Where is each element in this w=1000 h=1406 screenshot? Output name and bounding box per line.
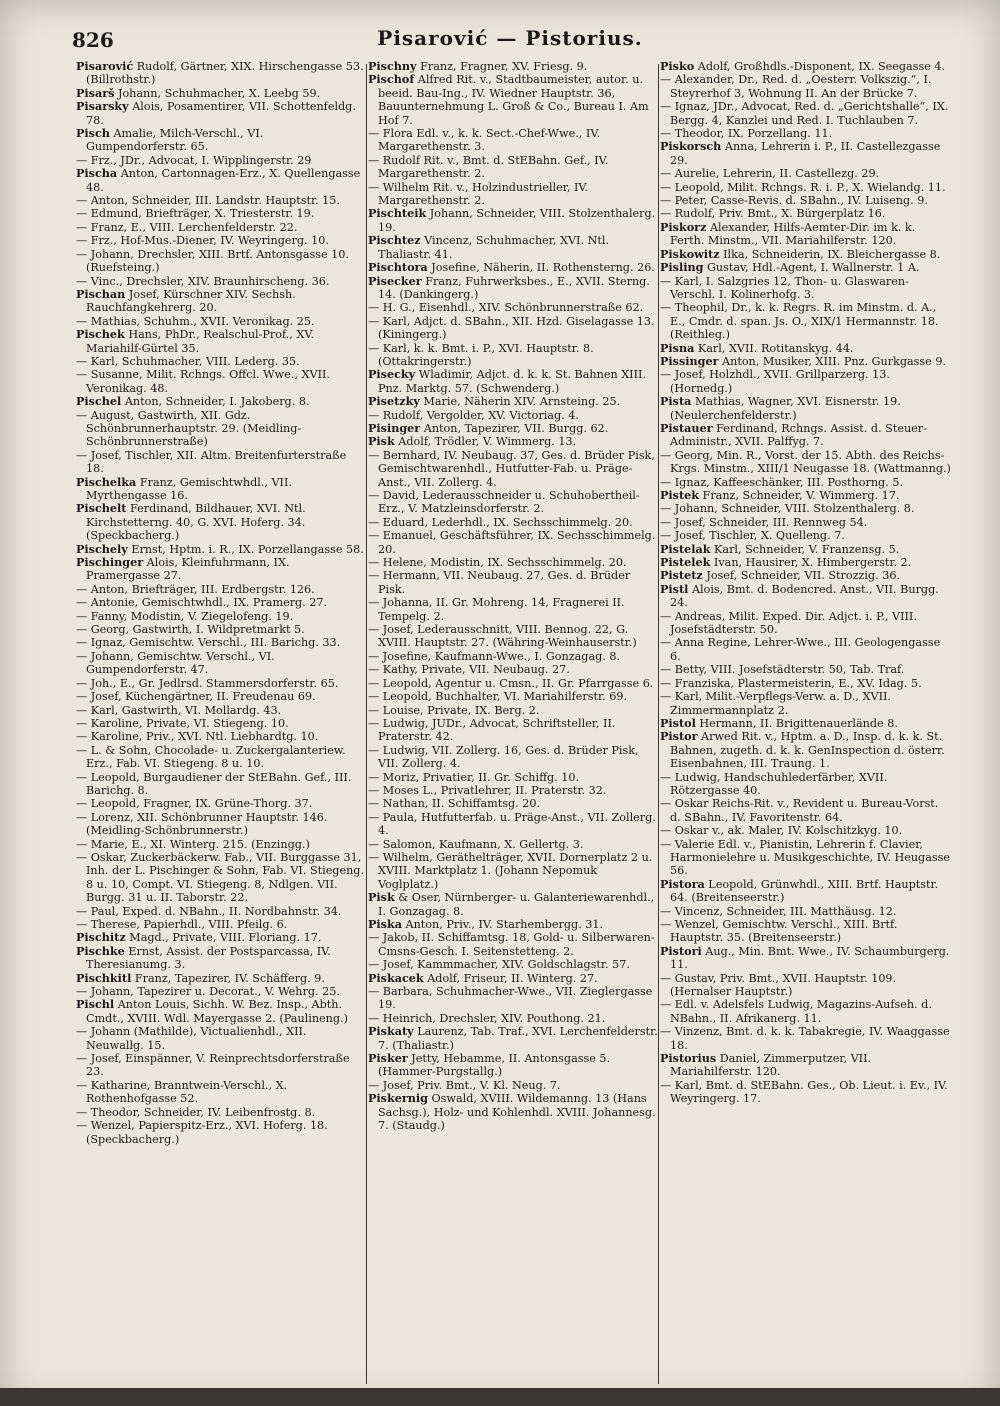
- directory-entry: — Josefine, Kaufmann-Wwe., I. Gonzagag. 8.: [368, 649, 621, 663]
- directory-entry: — Theophil, Dr., k. k. Regrs. R. im Minstm. d. A., E., Cmdr. d. span. Js. O., XIX/1 Hermannstr. 18. (Reithleg.): [660, 301, 939, 342]
- directory-entry: — Bernhard, IV. Neubaug. 37, Ges. d. Brüder Pisk, Gemischtwarenhdl., Hutfutter-Fab. u. Präge-Anst., VII. Zollerg. 4.: [368, 448, 655, 489]
- directory-entry: Pischke Ernst, Assist. der Postsparcassa, IV. Theresianumg. 3.: [76, 943, 331, 972]
- directory-entry: Pisecky Wladimir, Adjct. d. k. k. St. Bahnen XIII. Pnz. Marktg. 57. (Schwenderg.): [368, 367, 646, 395]
- directory-entry: — Barbara, Schuhmacher-Wwe., VII. Zieglergasse 19.: [368, 985, 653, 1012]
- directory-entry: — Helene, Modistin, IX. Sechsschimmelg. 20.: [368, 556, 627, 570]
- directory-entry: Pistora Leopold, Grünwhdl., XIII. Brtf. Hauptstr. 64. (Breitenseerstr.): [660, 876, 939, 905]
- directory-entry: — Franz, E., VIII. Lerchenfelderstr. 22.: [76, 220, 298, 234]
- column-divider: [658, 64, 659, 1384]
- directory-entry: — Leopold, Milit. Rchngs. R. i. P., X. Wielandg. 11.: [660, 180, 946, 194]
- directory-entry: — Fanny, Modistin, V. Ziegelofeng. 19.: [76, 609, 294, 623]
- directory-entry: — Karl, Adjct. d. SBahn., XII. Hzd. Giselagasse 13. (Kiningerg.): [368, 314, 655, 342]
- directory-entry: — Ludwig, JUDr., Advocat, Schriftsteller, II. Praterstr. 42.: [368, 716, 616, 744]
- directory-entry: — Johann, Drechsler, XIII. Brtf. Antonsgasse 10. (Ruefsteing.): [76, 247, 349, 275]
- column-2: [368, 60, 658, 1390]
- directory-entry: — Josef, Tischler, XII. Altm. Breitenfurterstraße 18.: [76, 448, 347, 476]
- directory-entry: Pisk & Oser, Nürnberger- u. Galanteriewarenhdl., I. Gonzagag. 8.: [368, 890, 655, 918]
- directory-entry: Pisecker Franz, Fuhrwerksbes., E., XVII. Sterng. 14. (Dankingerg.): [368, 273, 650, 301]
- directory-entry: — Leopold, Buchhalter, VI. Mariahilferstr. 69.: [368, 690, 628, 704]
- directory-entry: — Nathan, II. Schiffamtsg. 20.: [368, 797, 541, 811]
- directory-entry: Pischny Franz, Fragner, XV. Friesg. 9.: [368, 60, 588, 73]
- directory-entry: — Susanne, Milit. Rchngs. Offcl. Wwe., XVII. Veronikag. 48.: [76, 368, 330, 395]
- directory-entry: — Johanna, II. Gr. Mohreng. 14, Fragnerei II. Tempelg. 2.: [368, 596, 625, 623]
- directory-entry: — Moses L., Privatlehrer, II. Praterstr. 32.: [368, 783, 607, 797]
- directory-entry: — Leopold, Agentur u. Cmsn., II. Gr. Pfarrgasse 6.: [368, 676, 654, 690]
- directory-entry: — Betty, VIII. Josefstädterstr. 50, Tab. Traf.: [660, 663, 905, 677]
- directory-entry: — Eduard, Lederhdl., IX. Sechsschimmelg. 20.: [368, 515, 633, 529]
- column-1: [76, 60, 366, 1390]
- directory-entry: Pistauer Ferdinand, Rchngs. Assist. d. Steuer-Administr., XVII. Palffyg. 7.: [660, 420, 927, 449]
- directory-entry: — Moriz, Privatier, II. Gr. Schiffg. 10.: [368, 770, 580, 784]
- directory-entry: Pischa Anton, Cartonnagen-Erz., X. Quellengasse 48.: [76, 166, 361, 194]
- directory-entry: — Johann, Schneider, VIII. Stolzenthalerg. 8.: [660, 502, 915, 516]
- directory-entry: — Wilhelm Rit. v., Holzindustrieller, IV. Margarethenstr. 2.: [368, 180, 589, 208]
- directory-entry: — Anna Regine, Lehrer-Wwe., III. Geologengasse 6.: [660, 636, 941, 663]
- directory-entry: Pischteik Johann, Schneider, VIII. Stolzenthalerg. 19.: [368, 206, 656, 234]
- directory-entry: — Karoline, Private, VI. Stiegeng. 10.: [76, 716, 289, 730]
- directory-entry: Pistek Franz, Schneider, V. Wimmerg. 17.: [660, 488, 900, 502]
- directory-entry: Piskernig Oswald, XVIII. Wildemanng. 13 (Hans Sachsg.), Holz- und Kohlenhdl. XVIII. Johannesg. 7. (Staudg.): [368, 1091, 656, 1133]
- directory-entry: — Ludwig, VII. Zollerg. 16, Ges. d. Brüder Pisk, VII. Zollerg. 4.: [368, 743, 639, 771]
- directory-entry: Pistl Alois, Bmt. d. Bodencred. Anst., VII. Burgg. 24.: [660, 581, 939, 610]
- directory-entry: — Ignaz, Kaffeeschänker, III. Posthorng. 5.: [660, 475, 903, 489]
- directory-entry: — Johann (Mathilde), Victualienhdl., XII. Neuwallg. 15.: [76, 1025, 307, 1052]
- directory-entry: — Josef, Einspänner, V. Reinprechtsdorferstraße 23.: [76, 1052, 350, 1079]
- directory-entry: — Aurelie, Lehrerin, II. Castellezg. 29.: [660, 167, 880, 181]
- directory-entry: — Flora Edl. v., k. k. Sect.-Chef-Wwe., IV. Margarethenstr. 3.: [368, 127, 600, 154]
- directory-entry: Piskaty Laurenz, Tab. Traf., XVI. Lerchenfelderstr. 7. (Thaliastr.): [368, 1024, 658, 1052]
- directory-entry: Pischely Ernst, Hptm. i. R., IX. Porzellangasse 58.: [76, 541, 364, 556]
- directory-entry: — Peter, Casse-Revis. d. SBahn., IV. Luiseng. 9.: [660, 194, 928, 208]
- directory-entry: — Karl, Schuhmacher, VIII. Lederg. 35.: [76, 354, 300, 368]
- directory-entry: — Hermann, VII. Neubaug. 27, Ges. d. Brüder Pisk.: [368, 569, 631, 596]
- directory-entry: — Wenzel, Papierspitz-Erz., XVI. Hoferg. 18. (Speckbacherg.): [76, 1119, 328, 1146]
- directory-entry: — Karl, Milit.-Verpflegs-Verw. a. D., XVII. Zimmermannplatz 2.: [660, 690, 891, 717]
- directory-entry: — L. & Sohn, Chocolade- u. Zuckergalanteriew. Erz., Fab. VI. Stiegeng. 8 u. 10.: [76, 743, 346, 771]
- directory-entry: — Frz., Hof-Mus.-Diener, IV. Weyringerg. 10.: [76, 234, 329, 248]
- directory-entry: — Josef, Küchengärtner, II. Freudenau 69.: [76, 690, 316, 704]
- directory-entry: — Paula, Hutfutterfab. u. Präge-Anst., VII. Zollerg. 4.: [368, 810, 656, 838]
- directory-entry: Pistol Hermann, II. Brigittenauerlände 8.: [660, 715, 898, 730]
- page-number: 826: [72, 28, 114, 52]
- directory-entry: — Ludwig, Handschuhlederfärber, XVII. Rötzergasse 40.: [660, 770, 888, 797]
- directory-entry: — Theodor, IX. Porzellang. 11.: [660, 127, 833, 141]
- directory-entry: — H. G., Eisenhdl., XIV. Schönbrunnerstraße 62.: [368, 301, 644, 315]
- directory-entry: Pischtez Vincenz, Schuhmacher, XVI. Ntl. Thaliastr. 41.: [368, 233, 610, 261]
- directory-entry: Pistetz Josef, Schneider, VII. Strozzig. 36.: [660, 568, 901, 583]
- directory-entry: — Jakob, II. Schiffamtsg. 18, Gold- u. Silberwaren-Cmsns-Gesch. I. Seitenstetteng. 2.: [368, 931, 655, 958]
- directory-entry: Pisarović Rudolf, Gärtner, XIX. Hirschengasse 53. (Billrothstr.): [76, 60, 364, 87]
- directory-entry: Pisko Adolf, Großhdls.-Disponent, IX. Seegasse 4.: [660, 60, 946, 73]
- directory-entry: — Karl, k. k. Bmt. i. P., XVI. Hauptstr. 8. (Ottakringerstr.): [368, 341, 594, 368]
- directory-entry: Pischitz Magd., Private, VIII. Floriang. 17.: [76, 930, 322, 945]
- directory-entry: — Vinc., Drechsler, XIV. Braunhirscheng. 36.: [76, 274, 330, 288]
- directory-entry: — Vincenz, Schneider, III. Matthäusg. 12.: [660, 904, 897, 918]
- directory-entry: — Vinzenz, Bmt. d. k. k. Tabakregie, IV. Waaggasse 18.: [660, 1025, 950, 1052]
- directory-entry: — Anton, Briefträger, III. Erdbergstr. 126.: [76, 582, 315, 596]
- directory-entry: — Josef, Tischler, X. Quelleng. 7.: [660, 529, 845, 543]
- directory-entry: Pisetzky Marie, Näherin XIV. Arnsteing. 25.: [368, 394, 621, 409]
- directory-entry: Pischel Anton, Schneider, I. Jakoberg. 8.: [76, 394, 310, 409]
- directory-entry: — Valerie Edl. v., Pianistin, Lehrerin f. Clavier, Harmonielehre u. Musikgeschichte, IV. Heugasse 56.: [660, 837, 950, 878]
- directory-entry: — Alexander, Dr., Red. d. „Oesterr. Volkszig.“, I. Steyrerhof 3, Wohnung II. An der Brücke 7.: [660, 73, 932, 100]
- directory-entry: — Therese, Papierhdl., VIII. Pfeilg. 6.: [76, 918, 288, 931]
- directory-entry: Piskacek Adolf, Friseur, II. Winterg. 27.: [368, 970, 598, 985]
- directory-entry: Pisarsky Alois, Posamentirer, VII. Schottenfeldg. 78.: [76, 99, 356, 127]
- directory-entry: — Josef, Lederausschnitt, VIII. Bennog. 22, G. XVIII. Hauptstr. 27. (Währing-Weinhauserstr.): [368, 623, 637, 650]
- directory-entry: Pischek Hans, PhDr., Realschul-Prof., XV. Mariahilf-Gürtel 35.: [76, 327, 315, 355]
- directory-entry: Pischinger Alois, Kleinfuhrmann, IX. Pramergasse 27.: [76, 555, 290, 583]
- directory-entry: — Karoline, Priv., XVI. Ntl. Liebhardtg. 10.: [76, 730, 319, 744]
- directory-entry: Pista Mathias, Wagner, XVI. Eisnerstr. 19. (Neulerchenfelderstr.): [660, 394, 901, 422]
- directory-entry: — Andreas, Milit. Exped. Dir. Adjct. i. P., VIII. Josefstädterstr. 50.: [660, 609, 917, 637]
- directory-entry: — Rudolf, Priv. Bmt., X. Bürgerplatz 16.: [660, 207, 886, 221]
- directory-entry: — Edmund, Briefträger, X. Triesterstr. 19.: [76, 207, 315, 221]
- directory-entry: — Mathias, Schuhm., XVII. Veronikag. 25.: [76, 314, 315, 328]
- directory-entry: — Wenzel, Gemischtw. Verschl., XIII. Brtf. Hauptstr. 35. (Breitenseerstr.): [660, 918, 898, 945]
- directory-entry: — Gustav, Priv. Bmt., XVII. Hauptstr. 109. (Hernalser Hauptstr.): [660, 971, 897, 999]
- directory-entry: Pisch Amalie, Milch-Verschl., VI. Gumpendorferstr. 65.: [76, 126, 264, 154]
- directory-entry: — Salomon, Kaufmann, X. Gellertg. 3.: [368, 837, 584, 851]
- directory-entry: Pisarš Johann, Schuhmacher, X. Leebg 59.: [76, 85, 321, 100]
- directory-entry: — Louise, Private, IX. Berg. 2.: [368, 703, 540, 717]
- directory-entry: Piskorz Alexander, Hilfs-Aemter-Dir. im k. k. Ferth. Minstm., VII. Mariahilferstr. 120.: [660, 219, 916, 248]
- directory-entry: — Anton, Schneider, III. Landstr. Hauptstr. 15.: [76, 194, 340, 208]
- directory-entry: — Josef, Priv. Bmt., V. Kl. Neug. 7.: [368, 1078, 561, 1092]
- directory-entry: — Antonie, Gemischtwhdl., IX. Pramerg. 27.: [76, 596, 328, 610]
- page-bottom-edge: [0, 1388, 1000, 1406]
- directory-entry: Pistelek Ivan, Hausirer, X. Himbergerstr. 2.: [660, 555, 912, 570]
- directory-entry: — Ignaz, Gemischtw. Verschl., III. Barichg. 33.: [76, 636, 341, 650]
- directory-entry: — Rudolf, Vergolder, XV. Victoriag. 4.: [368, 408, 579, 422]
- directory-entry: — Johann, Tapezirer u. Decorat., V. Wehrg. 25.: [76, 985, 340, 999]
- directory-entry: — Karl, Gastwirth, VI. Mollardg. 43.: [76, 703, 282, 717]
- directory-entry: Pisling Gustav, Hdl.-Agent, I. Wallnerstr. 1 A.: [660, 260, 920, 275]
- directory-entry: — Johann, Gemischtw. Verschl., VI. Gumpendorferstr. 47.: [76, 649, 275, 677]
- directory-entry: — Leopold, Burgaudiener der StEBahn. Gef., III. Barichg. 8.: [76, 770, 352, 797]
- directory-entry: — August, Gastwirth, XII. Gdz. Schönbrunnerhauptstr. 29. (Meidling-Schönbrunnerstraße): [76, 408, 302, 449]
- directory-entry: — Joh., E., Gr. Jedlrsd. Stammersdorferstr. 65.: [76, 676, 339, 690]
- directory-entry: — Oskar v., ak. Maler, IV. Kolschitzkyg. 10.: [660, 824, 903, 838]
- directory-entry: — Edl. v. Adelsfels Ludwig, Magazins-Aufseh. d. NBahn., II. Afrikanerg. 11.: [660, 998, 932, 1025]
- directory-entry: — Oskar Reichs-Rit. v., Revident u. Bureau-Vorst. d. SBahn., IV. Favoritenstr. 64.: [660, 797, 939, 824]
- running-head: Pisarović — Pistorius.: [377, 26, 643, 50]
- directory-entry: Pischkitl Franz, Tapezirer, IV. Schäfferg. 9.: [76, 970, 325, 985]
- directory-entry: Pischelka Franz, Gemischtwhdl., VII. Myrthengasse 16.: [76, 474, 292, 502]
- directory-entry: — Leopold, Fragner, IX. Grüne-Thorg. 37.: [76, 797, 313, 811]
- directory-entry: Pisinger Anton, Tapezirer, VII. Burgg. 62.: [368, 420, 609, 435]
- directory-entry: — Rudolf Rit. v., Bmt. d. StEBahn. Gef., IV. Margarethenstr. 2.: [368, 153, 609, 181]
- directory-entry: Pisk Adolf, Trödler, V. Wimmerg. 13.: [368, 434, 577, 449]
- page-header: [70, 22, 950, 56]
- directory-entry: — Kathy, Private, VII. Neubaug. 27.: [368, 663, 570, 677]
- directory-entry: — Georg, Gastwirth, I. Wildpretmarkt 5.: [76, 623, 305, 637]
- directory-entry: Pischof Alfred Rit. v., Stadtbaumeister, autor. u. beeid. Bau-Ing., IV. Wiedner Hauptstr. 36, Bauunternehmung L. Groß & Co., Bureau I. Am Hof 7.: [368, 72, 649, 127]
- directory-entry: — David, Lederausschneider u. Schuhobertheil-Erz., V. Matzleinsdorferstr. 2.: [368, 489, 640, 516]
- directory-entry: — Frz., JDr., Advocat, I. Wipplingerstr. 29: [76, 153, 312, 167]
- directory-entry: Piskowitz Ilka, Schneiderin, IX. Bleichergasse 8.: [660, 246, 941, 261]
- column-divider: [366, 64, 367, 1384]
- directory-entry: — Wilhelm, Geräthelträger, XVII. Dornerplatz 2 u. XVIII. Marktplatz 1. (Johann Nepomuk Voglplatz.): [368, 850, 653, 891]
- directory-entry: Pistorius Daniel, Zimmerputzer, VII. Mariahilferstr. 120.: [660, 1051, 872, 1079]
- directory-entry: — Lorenz, XII. Schönbrunner Hauptstr. 146. (Meidling-Schönbrunnerstr.): [76, 810, 328, 838]
- directory-entry: Pistori Aug., Min. Bmt. Wwe., IV. Schaumburgerg. 11.: [660, 943, 950, 972]
- directory-entry: Pistelak Karl, Schneider, V. Franzensg. 5.: [660, 541, 900, 556]
- column-3: [660, 60, 952, 1390]
- directory-entry: Pischelt Ferdinand, Bildhauer, XVI. Ntl. Kirchstetterng. 40, G. XVI. Hoferg. 34. (Speckbacherg.): [76, 501, 306, 543]
- directory-entry: — Franziska, Plastermeisterin, E., XV. Idag. 5.: [660, 676, 922, 690]
- directory-entry: Pisna Karl, XVII. Rotitanskyg. 44.: [660, 340, 854, 355]
- directory-entry: Piskorsch Anna, Lehrerin i. P., II. Castellezgasse 29.: [660, 139, 941, 167]
- directory-entry: Pischtora Josefine, Näherin, II. Rothensterng. 26.: [368, 260, 655, 275]
- directory-entry: — Katharine, Branntwein-Verschl., X. Rothenhofgasse 52.: [76, 1078, 288, 1106]
- directory-entry: — Ignaz, JDr., Advocat, Red. d. „Gerichtshalle“, IX. Bergg. 4, Kanzlei und Red. I. Tuchlauben 7.: [660, 100, 949, 127]
- directory-entry: — Marie, E., XI. Winterg. 215. (Enzingg.): [76, 837, 310, 851]
- directory-entry: Pistor Arwed Rit. v., Hptm. a. D., Insp. d. k. k. St. Bahnen, zugeth. d. k. k. GenInspection d. österr. Eisenbahnen, III. Traung. 1.: [660, 729, 945, 771]
- directory-entry: — Josef, Kammmacher, XIV. Goldschlagstr. 57.: [368, 958, 630, 972]
- directory-entry: Pischl Anton Louis, Sichh. W. Bez. Insp., Abth. Cmdt., XVIII. Wdl. Mayergasse 2. (Paulineng.): [76, 997, 348, 1025]
- directory-entry: Piska Anton, Priv., IV. Starhembergg. 31.: [368, 917, 604, 931]
- directory-entry: — Karl, Bmt. d. StEBahn. Ges., Ob. Lieut. i. Ev., IV. Weyringerg. 17.: [660, 1078, 948, 1106]
- directory-entry: — Theodor, Schneider, IV. Leibenfrostg. 8.: [76, 1105, 316, 1119]
- directory-entry: — Georg, Min. R., Vorst. der 15. Abth. des Reichs-Krgs. Minstm., XIII/1 Neugasse 18. (Wattmanng.): [660, 448, 951, 476]
- directory-entry: — Karl, I. Salzgries 12, Thon- u. Glaswaren-Verschl. I. Kolinerhofg. 3.: [660, 274, 909, 301]
- directory-entry: — Oskar, Zuckerbäckerw. Fab., VII. Burggasse 31, Inh. der L. Pischinger & Sohn, Fab. VI. Stiegeng. 8 u. 10, Compt. VI. Stiegeng. 8, Ndlgen. VII. Burgg. 31 u. II. Taborstr. 22.: [76, 850, 365, 905]
- directory-entry: Pischan Josef, Kürschner XIV. Sechsh. Rauchfangkehrerg. 20.: [76, 286, 296, 315]
- directory-entry: — Heinrich, Drechsler, XIV. Pouthong. 21.: [368, 1011, 606, 1025]
- directory-entry: — Josef, Holzhdl., XVII. Grillparzerg. 13. (Hornedg.): [660, 368, 890, 395]
- directory-entry: — Paul, Exped. d. NBahn., II. Nordbahnstr. 34.: [76, 904, 342, 918]
- directory-entry: — Josef, Schneider, III. Rennweg 54.: [660, 515, 868, 529]
- directory-entry: Pisker Jetty, Hebamme, II. Antonsgasse 5. (Hammer-Purgstallg.): [368, 1051, 611, 1079]
- directory-entry: — Emanuel, Geschäftsführer, IX. Sechsschimmelg. 20.: [368, 529, 656, 556]
- directory-entry: Pissinger Anton, Musiker, XIII. Pnz. Gurkgasse 9.: [660, 353, 946, 368]
